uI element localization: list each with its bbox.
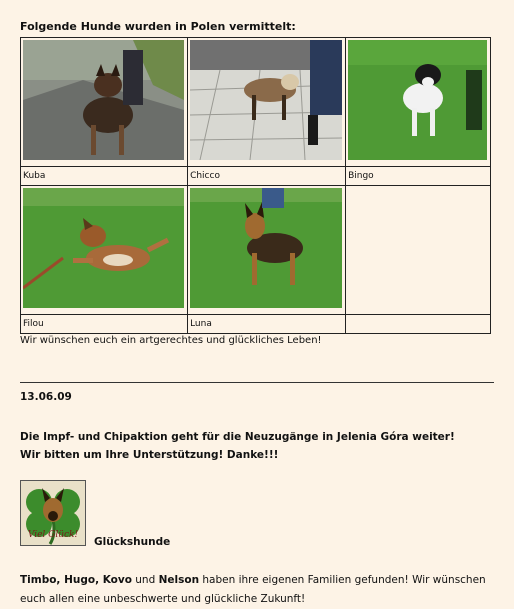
divider — [20, 382, 494, 383]
headline-line-2: Wir bitten um Ihre Unterstützung! Danke!!! — [20, 449, 279, 461]
dog-photo-kuba — [23, 40, 184, 160]
dog-name-chicco: Chicco — [188, 167, 346, 186]
wish-text: Wir wünschen euch ein artgerechtes und glückliches Leben! — [20, 335, 322, 346]
photo-cell-luna — [188, 186, 346, 315]
found-text: haben ihre eigenen Familien gefunden! Wir wünschen euch allen eine unbeschwerte und glückliche Zukunft! — [20, 574, 486, 605]
dog-photo-table — [20, 37, 491, 334]
badge-caption: Glückshunde — [94, 536, 171, 548]
found-names-1: Timbo, Hugo, Kovo — [20, 574, 132, 586]
photo-cell-empty — [346, 186, 491, 315]
dog-name-kuba: Kuba — [21, 167, 188, 186]
section-heading: Folgende Hunde wurden in Polen vermittelt: — [20, 20, 296, 33]
dog-photo-filou — [23, 188, 184, 308]
dog-name-empty — [346, 315, 491, 334]
headline-line-1: Die Impf- und Chipaktion geht für die Neuzugänge in Jelenia Góra weiter! — [20, 431, 455, 443]
photo-cell-chicco — [188, 38, 346, 167]
dog-name-luna: Luna — [188, 315, 346, 334]
post-headline — [20, 428, 455, 464]
found-names-2: Nelson — [158, 574, 200, 586]
photo-cell-kuba — [21, 38, 188, 167]
dog-name-filou: Filou — [21, 315, 188, 334]
found-families-text — [20, 571, 500, 609]
found-names-and: und — [135, 574, 156, 586]
badge-text: Viel Glück! — [27, 530, 79, 540]
dog-photo-bingo — [348, 40, 487, 160]
dog-photo-luna — [190, 188, 342, 308]
photo-cell-bingo — [346, 38, 491, 167]
photo-cell-filou — [21, 186, 188, 315]
viel-glueck-badge[interactable] — [20, 480, 86, 546]
post-date: 13.06.09 — [20, 391, 72, 403]
dog-photo-chicco — [190, 40, 342, 160]
dog-name-bingo: Bingo — [346, 167, 491, 186]
